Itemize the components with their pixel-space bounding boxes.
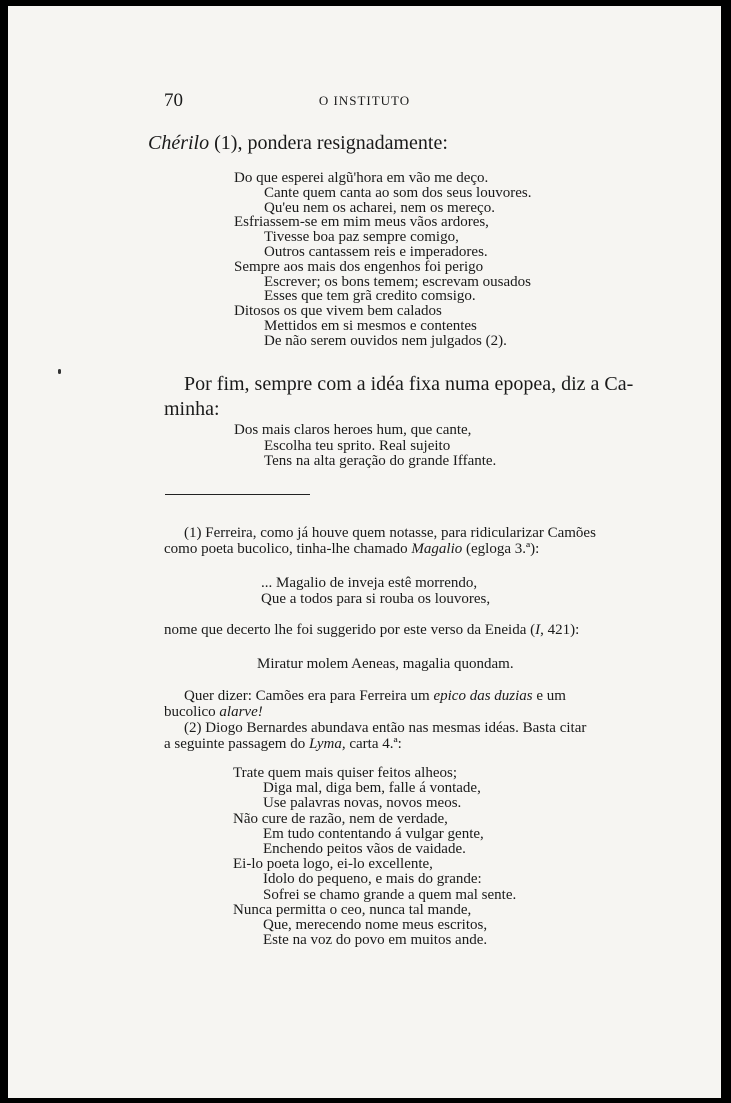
- page-number: 70: [164, 90, 183, 111]
- after-quote-text: nome que decerto lhe foi suggerido por este verso da Eneida (: [164, 622, 536, 638]
- poem-line: Esses que tem grã credito comsigo.: [264, 288, 476, 305]
- footnote-2-text: a seguinte passagem do: [164, 736, 309, 752]
- poem-line: Que, merecendo nome meus escritos,: [263, 917, 488, 934]
- poem-line: Tivesse boa paz sempre comigo,: [264, 229, 459, 246]
- intro-name: Chérilo: [148, 132, 210, 154]
- poem-line: Este na voz do povo em muitos ande.: [263, 932, 488, 949]
- footnote-2-line-2: [164, 736, 402, 752]
- footnote-1-text: como poeta bucolico, tinha-lhe chamado: [164, 541, 412, 557]
- footnote-2-italic: Lyma,: [308, 736, 346, 752]
- quote-magalio-2: Que a todos para si rouba os louvores,: [261, 591, 491, 607]
- poem-line: Idolo do pequeno, e mais do grande:: [263, 871, 482, 888]
- poem-line: Em tudo contentando á vulgar gente,: [263, 825, 484, 842]
- after-quote-post: , 421):: [540, 622, 580, 638]
- quer-post: e um: [532, 688, 566, 704]
- quote-magalio-1: ... Magalio de inveja estê morrendo,: [261, 575, 478, 591]
- poem-line: Sempre aos mais dos engenhos foi perigo: [234, 258, 484, 275]
- after-quote-ref: I: [535, 622, 541, 638]
- poem-line: Tens na alta geração do grande Iffante.: [264, 453, 497, 469]
- poem-line: Cante quem canta ao som dos seus louvores.: [264, 184, 532, 201]
- poem-line: Use palavras novas, novos meos.: [263, 795, 462, 812]
- poem-line: De não serem ouvidos nem julgados (2).: [264, 332, 507, 349]
- poem-line: Não cure de razão, nem de verdade,: [233, 810, 448, 827]
- poem-line: Qu'eu nem os acharei, nem os mereço.: [264, 199, 495, 216]
- poem-bernardes: [233, 766, 516, 948]
- poem-line: Trate quem mais quiser feitos alheos;: [233, 765, 457, 781]
- ink-speck: [58, 369, 61, 374]
- poem-line: Escrever; os bons temem; escrevam ousados: [264, 273, 532, 290]
- footnote-1-italic: Magalio: [411, 541, 463, 557]
- footnote-1-line-2: [164, 541, 539, 557]
- after-quote-line: [164, 622, 579, 638]
- poem-line: Escolha teu sprito. Real sujeito: [264, 437, 451, 454]
- quer-dizer-line: [184, 688, 566, 704]
- footnote-2-line-1: (2) Diogo Bernardes abundava então nas mesmas idéas. Basta citar: [184, 720, 587, 736]
- poem-line: Enchendo peitos vãos de vaidade.: [263, 841, 466, 858]
- paragraph-line-2: minha:: [164, 398, 220, 420]
- poem-line: Esfriassem-se em mim meus vãos ardores,: [234, 214, 489, 231]
- quote-eneida: Miratur molem Aeneas, magalia quondam.: [257, 656, 514, 672]
- footnote-rule: [165, 494, 310, 495]
- poem-line: Dos mais claros heroes hum, que cante,: [234, 422, 472, 438]
- poem-line: Nunca permitta o ceo, nunca tal mande,: [233, 901, 472, 918]
- running-header: O INSTITUTO: [318, 93, 411, 108]
- poem-line: Diga mal, diga bem, falle á vontade,: [263, 780, 481, 797]
- intro-rest: (1), pondera resignadamente:: [209, 132, 448, 154]
- paragraph-line-1: Por fim, sempre com a idéa fixa numa epopea, diz a Ca-: [184, 373, 634, 395]
- paragraph-epopea: [164, 372, 633, 422]
- footnote-1-line-1: (1) Ferreira, como já houve quem notasse, para ridicularizar Camões: [184, 525, 596, 541]
- poem-cherilo: [234, 171, 531, 349]
- quer-italic: epico das duzias: [433, 688, 533, 704]
- poem-line: Do que esperei algũ'hora em vão me deço.: [234, 170, 489, 186]
- poem-line: Ditosos os que vivem bem calados: [234, 303, 442, 320]
- bucolico-line: [164, 704, 263, 720]
- poem-caminha: [234, 423, 496, 470]
- poem-line: Ei-lo poeta logo, ei-lo excellente,: [233, 856, 433, 873]
- poem-line: Outros cantassem reis e imperadores.: [264, 243, 488, 260]
- poem-line: Mettidos em si mesmos e contentes: [264, 317, 477, 334]
- poem-line: Sofrei se chamo grande a quem mal sente.: [263, 886, 517, 903]
- footnote-2-post: carta 4.ª:: [345, 736, 402, 752]
- footnote-1-post: (egloga 3.ª):: [462, 541, 540, 557]
- bucolico-text: bucolico: [164, 704, 220, 720]
- bucolico-italic: alarve!: [219, 704, 263, 720]
- book-page: [8, 6, 721, 1098]
- quer-text: Quer dizer: Camões era para Ferreira um: [184, 688, 434, 704]
- intro-line: [148, 132, 448, 155]
